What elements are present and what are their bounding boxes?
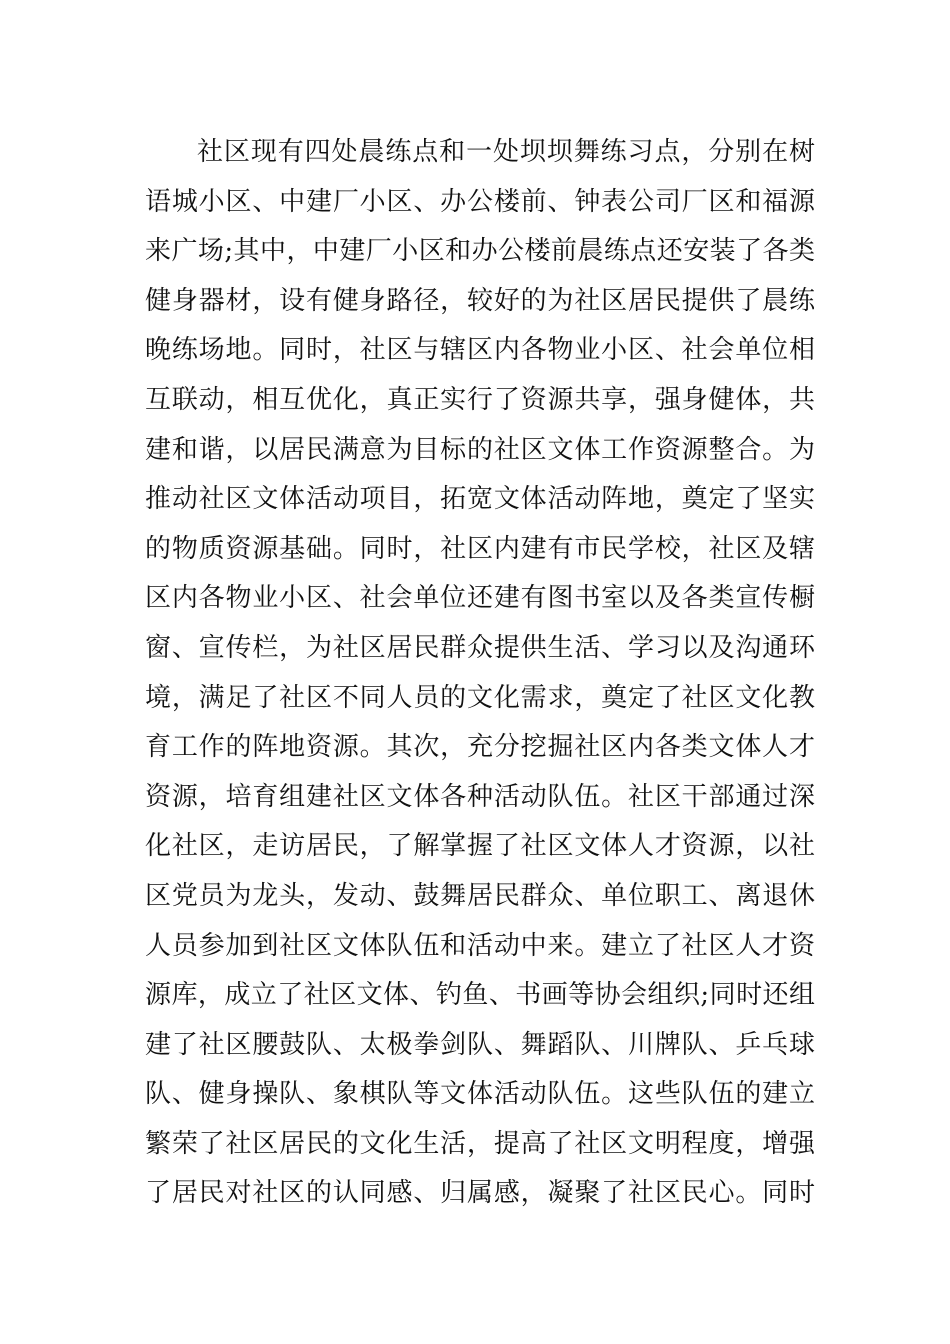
text-line: 境，满足了社区不同人员的文化需求，奠定了社区文化教 <box>145 682 815 713</box>
text-line: 语城小区、中建厂小区、办公楼前、钟表公司厂区和福源 <box>145 186 815 217</box>
text-line: 队、健身操队、象棋队等文体活动队伍。这些队伍的建立 <box>145 1079 815 1110</box>
text-line: 互联动，相互优化，真正实行了资源共享，强身健体，共 <box>145 384 815 415</box>
text-line: 化社区，走访居民，了解掌握了社区文体人才资源，以社 <box>145 831 815 862</box>
text-line: 社区现有四处晨练点和一处坝坝舞练习点，分别在树 <box>197 137 815 167</box>
text-line: 晚练场地。同时，社区与辖区内各物业小区、社会单位相 <box>145 335 815 366</box>
text-line: 了居民对社区的认同感、归属感，凝聚了社区民心。同时 <box>145 1178 815 1209</box>
text-line: 的物质资源基础。同时，社区内建有市民学校，社区及辖 <box>145 533 815 564</box>
text-line: 人员参加到社区文体队伍和活动中来。建立了社区人才资 <box>145 930 815 961</box>
text-line: 来广场;其中，中建厂小区和办公楼前晨练点还安装了各类 <box>145 236 815 267</box>
text-line: 建和谐，以居民满意为目标的社区文体工作资源整合。为 <box>145 434 815 465</box>
text-line: 推动社区文体活动项目，拓宽文体活动阵地，奠定了坚实 <box>145 484 815 515</box>
text-line: 资源，培育组建社区文体各种活动队伍。社区干部通过深 <box>145 781 815 812</box>
text-line: 区内各物业小区、社会单位还建有图书室以及各类宣传橱 <box>145 583 815 614</box>
text-line: 窗、宣传栏，为社区居民群众提供生活、学习以及沟通环 <box>145 632 815 663</box>
text-line: 育工作的阵地资源。其次，充分挖掘社区内各类文体人才 <box>145 732 815 763</box>
body-paragraph <box>145 128 815 1219</box>
text-line: 源库，成立了社区文体、钓鱼、书画等协会组织;同时还组 <box>145 980 815 1011</box>
text-line: 建了社区腰鼓队、太极拳剑队、舞蹈队、川牌队、乒乓球 <box>145 1029 815 1060</box>
text-line: 繁荣了社区居民的文化生活，提高了社区文明程度，增强 <box>145 1128 815 1159</box>
text-line: 区党员为龙头，发动、鼓舞居民群众、单位职工、离退休 <box>145 880 815 911</box>
text-line: 健身器材，设有健身路径，较好的为社区居民提供了晨练 <box>145 285 815 316</box>
